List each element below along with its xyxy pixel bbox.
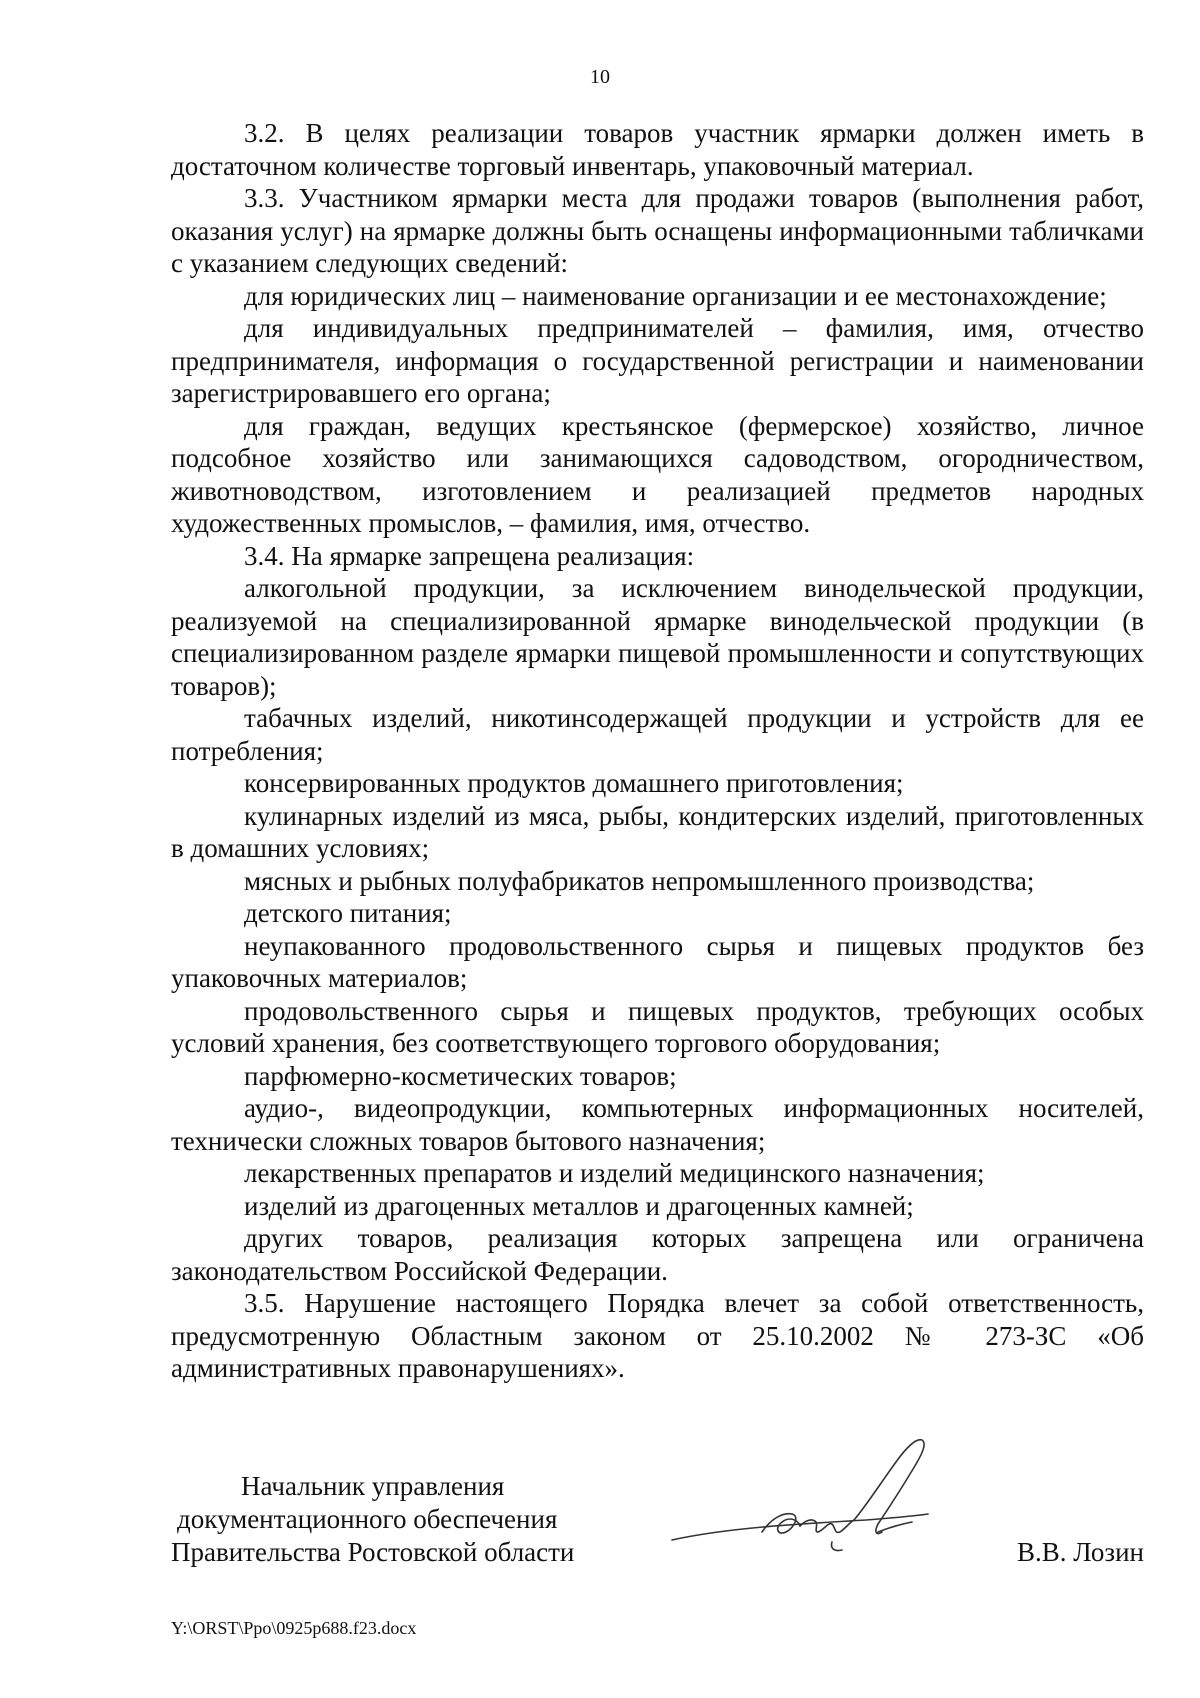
signer-position-line-1: Начальник управления (241, 1471, 505, 1501)
paragraph-3-2: 3.2. В целях реализации товаров участник ярмарки должен иметь в достаточном количестве торговый инвентарь, упаковочный материал. (171, 118, 1144, 181)
file-path: Y:\ORST\Ppo\0925p688.f23.docx (171, 1618, 417, 1638)
list-item-baby-food: детского питания; (244, 898, 452, 928)
list-item-culinary: кулинарных изделий из мяса, рыбы, кондитерских изделий, приготовленных в домашних условиях; (171, 800, 1144, 863)
list-item-audio-video: аудио-, видеопродукции, компьютерных информационных носителей, технически сложных товаров бытового назначения; (171, 1093, 1144, 1156)
paragraph-3-4: 3.4. На ярмарке запрещена реализация: (244, 540, 695, 571)
paragraph-3-5: 3.5. Нарушение настоящего Порядка влечет за собой ответственность, предусмотренную Областным законом от 25.10.2002 № 273-ЗС «Об административных правонарушениях». (171, 1288, 1144, 1383)
paragraph-legal-entities: для юридических лиц – наименование организации и ее местонахождение; (244, 280, 1107, 311)
signer-position-line-2: документационного обеспечения (177, 1504, 558, 1534)
list-item-perfume: парфюмерно-косметических товаров; (244, 1060, 677, 1091)
signer-position-line-3: Правительства Ростовской области (171, 1537, 575, 1567)
list-item-alcohol: алкогольной продукции, за исключением винодельческой продукции, реализуемой на специализированной ярмарке винодельческой продукции (в специализированном разделе ярмарки пищевой промышленности и сопутствующих товаров); (171, 573, 1144, 701)
list-item-precious-metals: изделий из драгоценных металлов и драгоценных камней; (244, 1190, 914, 1221)
signature-block (171, 1470, 1144, 1610)
list-item-special-storage: продовольственного сырья и пищевых продуктов, требующих особых условий хранения, без соответствующего торгового оборудования; (171, 995, 1144, 1058)
list-item-semi-finished: мясных и рыбных полуфабрикатов непромышленного производства; (244, 865, 1035, 896)
paragraph-3-3: 3.3. Участником ярмарки места для продажи товаров (выполнения работ, оказания услуг) на ярмарке должны быть оснащены информационными табличками с указанием следующих сведений: (171, 183, 1144, 278)
page-number: 10 (590, 66, 610, 88)
list-item-other-goods: других товаров, реализация которых запрещена или ограничена законодательством Российской Федерации. (171, 1223, 1144, 1286)
signer-position (171, 1470, 574, 1569)
list-item-tobacco: табачных изделий, никотинсодержащей продукции и устройств для ее потребления; (171, 703, 1144, 766)
document-body (171, 117, 1144, 1385)
paragraph-citizens-farming: для граждан, ведущих крестьянское (фермерское) хозяйство, личное подсобное хозяйство или занимающихся садоводством, огородничеством, животноводством, изготовлением и реализацией предметов народных художественных промыслов, – фамилия, имя, отчество. (171, 410, 1144, 538)
signer-name: В.В. Лозин (1017, 1537, 1144, 1567)
list-item-medicines: лекарственных препаратов и изделий медицинского назначения; (244, 1158, 985, 1188)
paragraph-individual-entrepreneurs: для индивидуальных предпринимателей – фамилия, имя, отчество предпринимателя, информация о государственной регистрации и наименовании зарегистрировавшего его органа; (171, 313, 1144, 408)
list-item-canned-products: консервированных продуктов домашнего приготовления; (244, 768, 904, 798)
list-item-unpacked-raw: неупакованного продовольственного сырья и пищевых продуктов без упаковочных материалов; (171, 930, 1144, 993)
handwritten-signature (666, 1428, 956, 1568)
